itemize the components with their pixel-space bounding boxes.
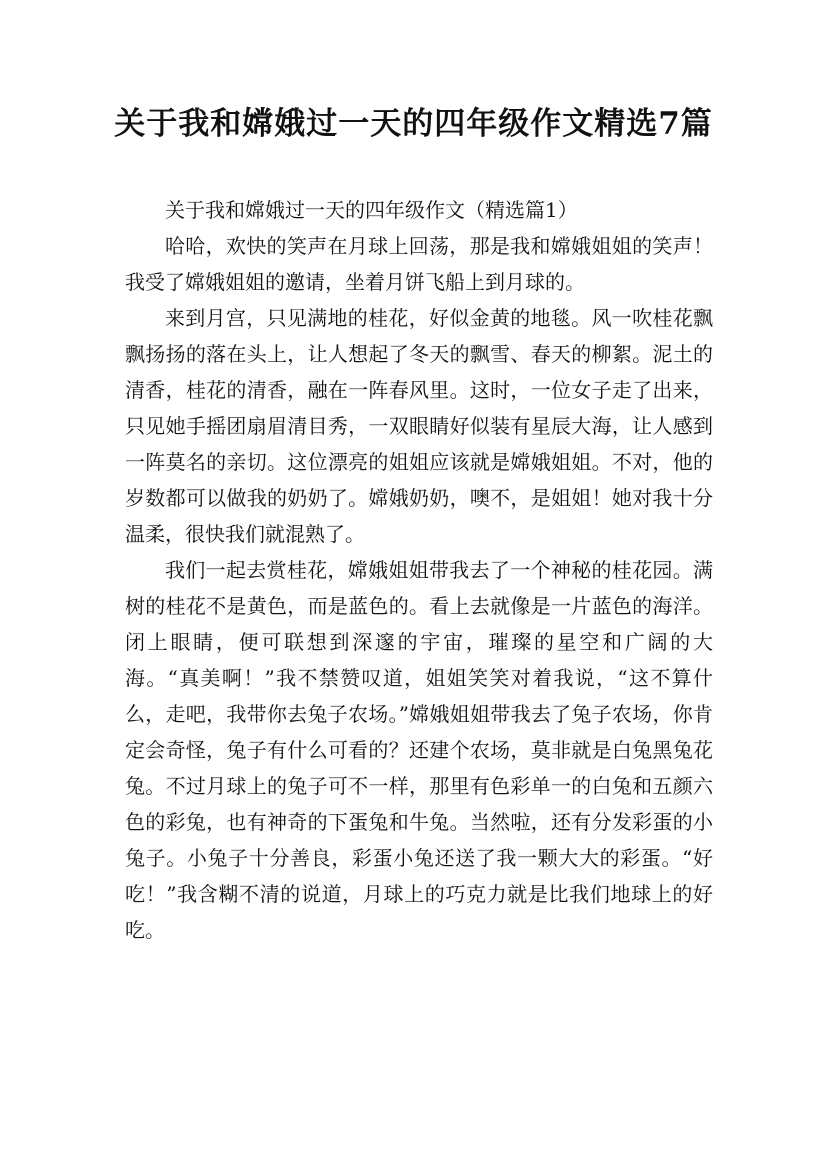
document-title: 关于我和嫦娥过一天的四年级作文精选7篇	[114, 106, 713, 142]
document-body	[125, 192, 713, 948]
paragraph-1: 哈哈，欢快的笑声在月球上回荡，那是我和嫦娥姐姐的笑声！我受了嫦娥姐姐的邀请，坐着月饼飞船上到月球的。	[125, 234, 713, 294]
section-heading: 关于我和嫦娥过一天的四年级作文（精选篇1）	[165, 198, 578, 222]
paragraph-3: 我们一起去赏桂花，嫦娥姐姐带我去了一个神秘的桂花园。满树的桂花不是黄色，而是蓝色的。看上去就像是一片蓝色的海洋。闭上眼睛，便可联想到深邃的宇宙，璀璨的星空和广阔的大海。“真美啊！”我不禁赞叹道，姐姐笑笑对着我说，“这不算什么，走吧，我带你去兔子农场。”嫦娥姐姐带我去了兔子农场，你肯定会奇怪，兔子有什么可看的？还建个农场，莫非就是白兔黑兔花兔。不过月球上的兔子可不一样，那里有色彩单一的白兔和五颜六色的彩兔，也有神奇的下蛋兔和牛兔。当然啦，还有分发彩蛋的小兔子。小兔子十分善良，彩蛋小兔还送了我一颗大大的彩蛋。“好吃！”我含糊不清的说道，月球上的巧克力就是比我们地球上的好吃。	[125, 558, 713, 942]
paragraph-2: 来到月宫，只见满地的桂花，好似金黄的地毯。风一吹桂花飘飘扬扬的落在头上，让人想起了冬天的飘雪、春天的柳絮。泥土的清香，桂花的清香，融在一阵春风里。这时，一位女子走了出来，只见她手摇团扇眉清目秀，一双眼睛好似装有星辰大海，让人感到一阵莫名的亲切。这位漂亮的姐姐应该就是嫦娥姐姐。不对，他的岁数都可以做我的奶奶了。嫦娥奶奶，噢不，是姐姐！她对我十分温柔，很快我们就混熟了。	[125, 306, 713, 546]
